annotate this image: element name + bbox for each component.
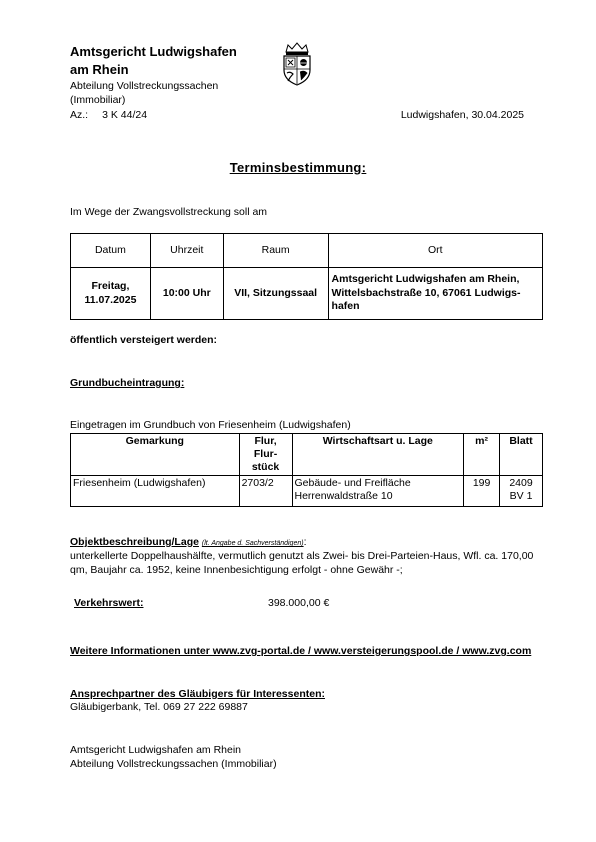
header-flur	[239, 434, 292, 476]
header-gemarkung: Gemarkung	[71, 434, 240, 476]
objekt-description: unterkellerte Doppelhaushälfte, vermutlich genutzt als Zwei- bis Drei-Parteien-Haus, Wfl. ca. 170,00 qm, Baujahr ca. 1952, keine Innenbesichtigung erfolgt - ohne Gewähr -;	[70, 550, 534, 576]
blatt-line2: BV 1	[509, 490, 533, 502]
cell-raum: VII, Sitzungssaal	[223, 268, 328, 320]
termin-table	[70, 233, 543, 320]
header-wirtschaftsart: Wirtschaftsart u. Lage	[292, 434, 464, 476]
grundbuch-heading: Grundbucheintragung:	[70, 377, 185, 389]
termin-table-row	[71, 268, 543, 320]
header-raum: Raum	[223, 234, 328, 268]
court-name-line1: Amtsgericht Ludwigshafen	[70, 44, 237, 59]
department-line2: (Immobiliar)	[70, 94, 126, 106]
info-links: Weitere Informationen unter www.zvg-portal.de / www.versteigerungspool.de / www.zvg.com	[70, 645, 532, 657]
datum-weekday: Freitag,	[91, 279, 130, 292]
coat-of-arms-icon	[280, 42, 314, 86]
blatt-line1: 2409	[509, 477, 533, 489]
datum-date: 11.07.2025	[84, 293, 137, 306]
header-uhrzeit: Uhrzeit	[150, 234, 223, 268]
footer-line2: Abteilung Vollstreckungssachen (Immobiliar)	[70, 758, 277, 770]
verkehrswert-value: 398.000,00 €	[268, 597, 330, 609]
intro-text: Im Wege der Zwangsvollstreckung soll am	[70, 206, 268, 218]
auction-statement: öffentlich versteigert werden:	[70, 334, 218, 346]
header-qm: m²	[464, 434, 500, 476]
cell-gemarkung: Friesenheim (Ludwigshafen)	[71, 476, 240, 507]
case-number	[70, 109, 147, 123]
case-number-label: Az.:	[70, 109, 89, 121]
cell-blatt	[500, 476, 543, 507]
objekt-heading-colon: :	[303, 536, 307, 548]
grundbuch-intro: Eingetragen im Grundbuch von Friesenheim (Ludwigshafen)	[70, 419, 351, 431]
cell-flur: 2703/2	[239, 476, 292, 507]
footer-line1: Amtsgericht Ludwigshafen am Rhein	[70, 744, 242, 756]
department-line1: Abteilung Vollstreckungssachen	[70, 80, 219, 92]
court-name-line2: am Rhein	[70, 62, 129, 77]
page-title: Terminsbestimmung:	[229, 160, 367, 175]
ort-line2: Wittelsbachstraße 10, 67061 Ludwigs-	[331, 286, 521, 299]
ort-line3: hafen	[331, 300, 360, 313]
cell-uhrzeit: 10:00 Uhr	[150, 268, 223, 320]
cell-ort	[328, 268, 542, 320]
objekt-heading-note: (lt. Angabe d. Sachverständigen)	[201, 540, 304, 547]
wirtschaftsart-line1: Gebäude- und Freifläche	[294, 477, 411, 489]
case-number-value: 3 K 44/24	[102, 109, 148, 121]
cell-qm: 199	[464, 476, 500, 507]
ort-line1: Amtsgericht Ludwigshafen am Rhein,	[331, 273, 520, 286]
ansprechpartner-text: Gläubigerbank, Tel. 069 27 222 69887	[70, 701, 248, 713]
header-datum: Datum	[71, 234, 151, 268]
header-blatt: Blatt	[500, 434, 543, 476]
place-date: Ludwigshafen, 30.04.2025	[400, 109, 524, 121]
verkehrswert-label: Verkehrswert:	[74, 597, 144, 609]
grundbuch-table-row	[71, 476, 543, 507]
objekt-heading	[70, 536, 307, 550]
cell-wirtschaftsart	[292, 476, 464, 507]
grundbuch-table	[70, 433, 543, 507]
header-flur-line1: Flur, Flur-	[253, 435, 278, 460]
grundbuch-table-header	[71, 434, 543, 476]
header-ort: Ort	[328, 234, 542, 268]
header-flur-line2: stück	[251, 461, 280, 473]
ansprechpartner-heading: Ansprechpartner des Gläubigers für Interessenten:	[70, 688, 325, 700]
cell-datum	[71, 268, 151, 320]
wirtschaftsart-line2: Herrenwaldstraße 10	[294, 490, 393, 502]
termin-table-header	[71, 234, 543, 268]
objekt-heading-label: Objektbeschreibung/Lage	[70, 536, 199, 548]
